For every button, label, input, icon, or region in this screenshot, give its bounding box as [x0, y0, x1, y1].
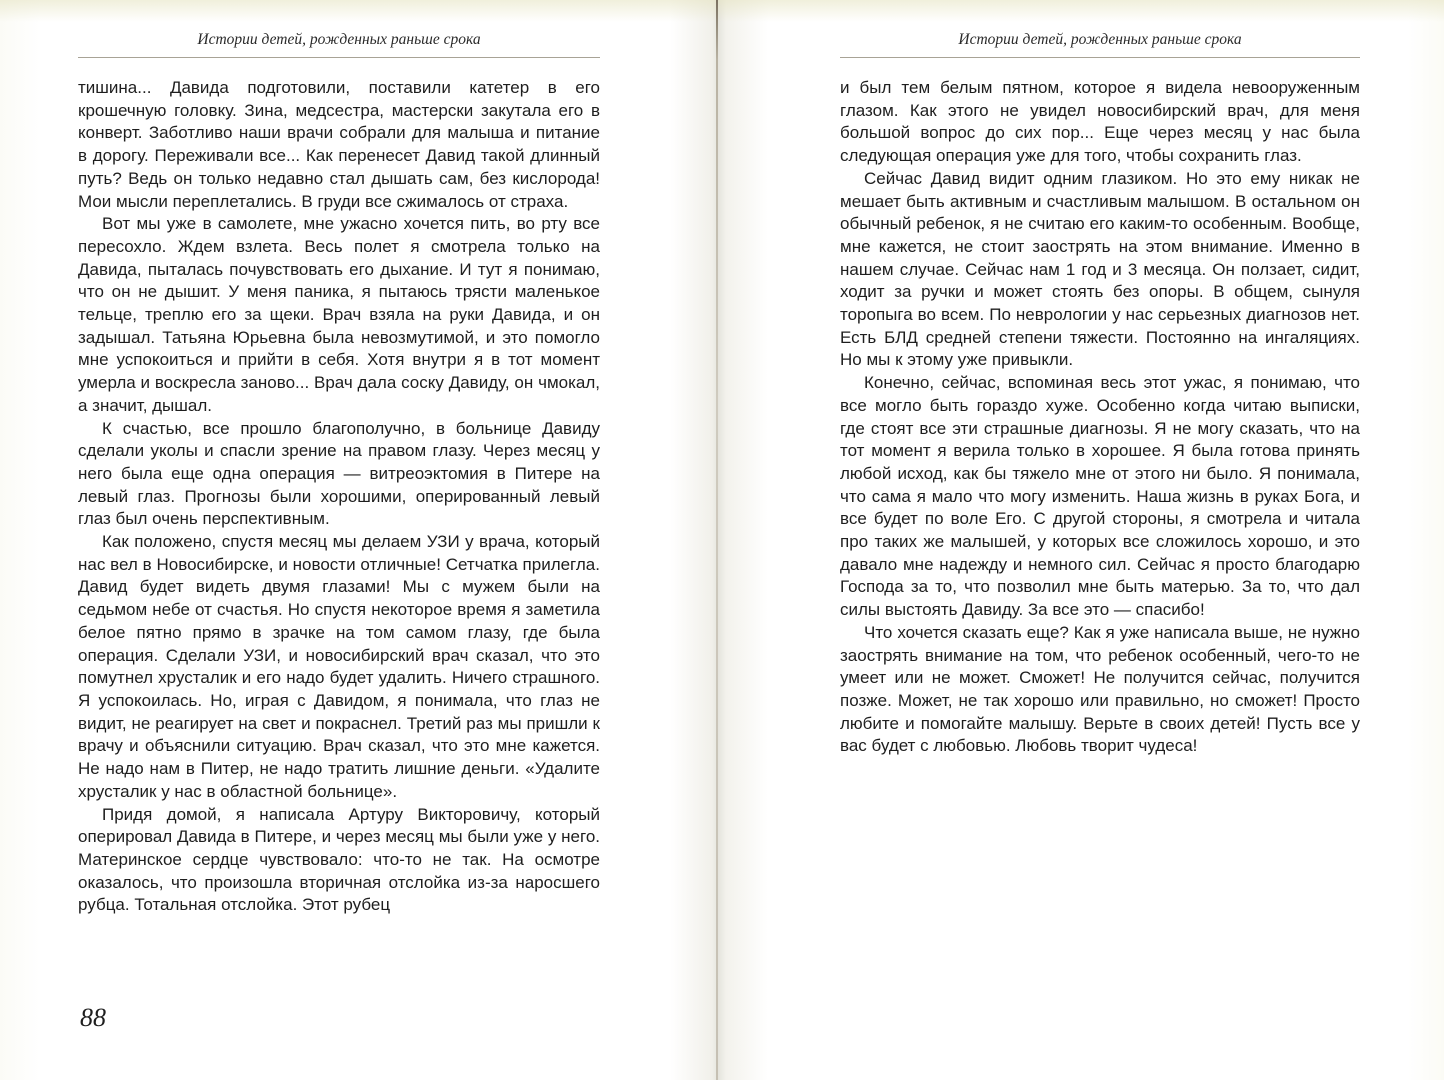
page-number: 88: [80, 1003, 106, 1032]
paragraph: Что хочется сказать еще? Как я уже написала выше, не нужно заострять внимание на том, что ребенок особенный, чего-то не умеет или не может. Сможет! Не получится сейчас, получится позже. Может, не так хорошо или правильно, но сможет! Просто любите и помогайте малышу. Верьте в своих детей! Пусть все у вас будет с любовью. Любовь творит чудеса!: [840, 622, 1360, 756]
paragraph: Вот мы уже в самолете, мне ужасно хочется пить, во рту все пересохло. Ждем взлета. Весь полет я смотрела только на Давида, пыталась почувствовать его дыхание. И тут я понимаю, что он не дышит. У меня паника, я пытаюсь трясти маленькое тельце, треплю его за щеки. Врач взяла на руки Давида, и он задышал. Татьяна Юрьевна была невозмутимой, и это помогло мне успокоиться и прийти в себя. Хотя внутри я в тот момент умерла и воскресла заново... Врач дала соску Давиду, он чмокал, а значит, дышал.: [78, 214, 600, 415]
paragraph: и был тем белым пятном, которое я видела невооруженным глазом. Как этого не увидел новосибирский врач, для меня большой вопрос до сих пор... Еще через месяц у нас была следующая операция уже для того, чтобы сохранить глаз.: [840, 78, 1360, 166]
page-edge-tint: [0, 0, 718, 22]
body-text: [78, 77, 600, 917]
paragraph: Как положено, спустя месяц мы делаем УЗИ у врача, который нас вел в Новосибирске, и новости отличные! Сетчатка прилегла. Давид будет видеть двумя глазами! Мы с мужем были на седьмом небе от счастья. Но спустя некоторое время я заметила белое пятно прямо в зрачке на том самом глазу, где была операция. Сделали УЗИ, и новосибирский врач сказал, что это помутнел хрусталик и его надо будет удалить. Ничего страшного. Я успокоилась. Но, играя с Давидом, я понимала, что глаз не видит, не реагирует на свет и покраснел. Третий раз мы пришли к врачу и объяснили ситуацию. Врач сказал, что это мне кажется. Не надо нам в Питер, не надо тратить лишние деньги. «Удалите хрусталик у нас в областной больнице».: [78, 532, 600, 801]
paragraph: Конечно, сейчас, вспоминая весь этот ужас, я понимаю, что все могло быть гораздо хуже. Особенно когда читаю выписки, где стоят все эти страшные диагнозы. Я не могу сказать, что на тот момент я верила только в хорошее. Я была готова принять любой исход, как бы тяжело мне от этого ни было. Я понимала, что сама я мало что могу изменить. Наша жизнь в руках Бога, и все будет по воле Его. С другой стороны, я смотрела и читала про таких же малышей, у которых все сложилось хорошо, и это давало мне надежду и немного сил. Сейчас я просто благодарю Господа за то, что позволил мне быть матерью. За то, что дал силы выстоять Давиду. За все это — спасибо!: [840, 373, 1360, 620]
paragraph: К счастью, все прошло благополучно, в больнице Давиду сделали уколы и спасли зрение на правом глазу. Через месяц у него была еще одна операция — витреоэктомия в Питере на левый глаз. Прогнозы были хорошими, оперированный левый глаз был очень перспективным.: [78, 418, 600, 529]
running-head: Истории детей, рожденных раньше срока: [958, 31, 1242, 48]
page-edge-tint: [718, 0, 1444, 22]
paragraph: Придя домой, я написала Артуру Викторовичу, который оперировал Давида в Питере, и через месяц мы были уже у него. Материнское сердце чувствовало: что-то не так. На осмотре оказалось, что произошла вторичная отслойка из-за наросшего рубца. Тотальная отслойка. Этот рубец: [78, 804, 600, 915]
paragraph: тишина... Давида подготовили, поставили катетер в его крошечную головку. Зина, медсестра, мастерски закутала его в конверт. Заботливо наши врачи собрали для малыша и питание в дорогу. Переживали все... Как перенесет Давид такой длинный путь? Ведь он только недавно стал дышать сам, без кислорода! Мои мысли переплетались. В груди все сжималось от страха.: [78, 78, 600, 211]
right-page: [718, 0, 1444, 1080]
paragraph: Сейчас Давид видит одним глазиком. Но это ему никак не мешает быть активным и счастливым малышом. В остальном он обычный ребенок, я не считаю его каким-то особенным. Вообще, мне кажется, не стоит заострять на этом внимание. Именно в нашем случае. Сейчас нам 1 год и 3 месяца. Он ползает, сидит, ходит за ручки и может стоять без опоры. В общем, сынуля торопыга во всем. По неврологии у нас серьезных диагнозов нет. Есть БЛД средней степени тяжести. Постоянно на ингаляциях. Но мы к этому уже привыкли.: [840, 168, 1360, 370]
left-page: [0, 0, 718, 1080]
header-rule: [840, 57, 1360, 58]
body-text: [840, 77, 1360, 758]
running-head: Истории детей, рожденных раньше срока: [197, 31, 481, 48]
header-rule: [78, 57, 600, 58]
